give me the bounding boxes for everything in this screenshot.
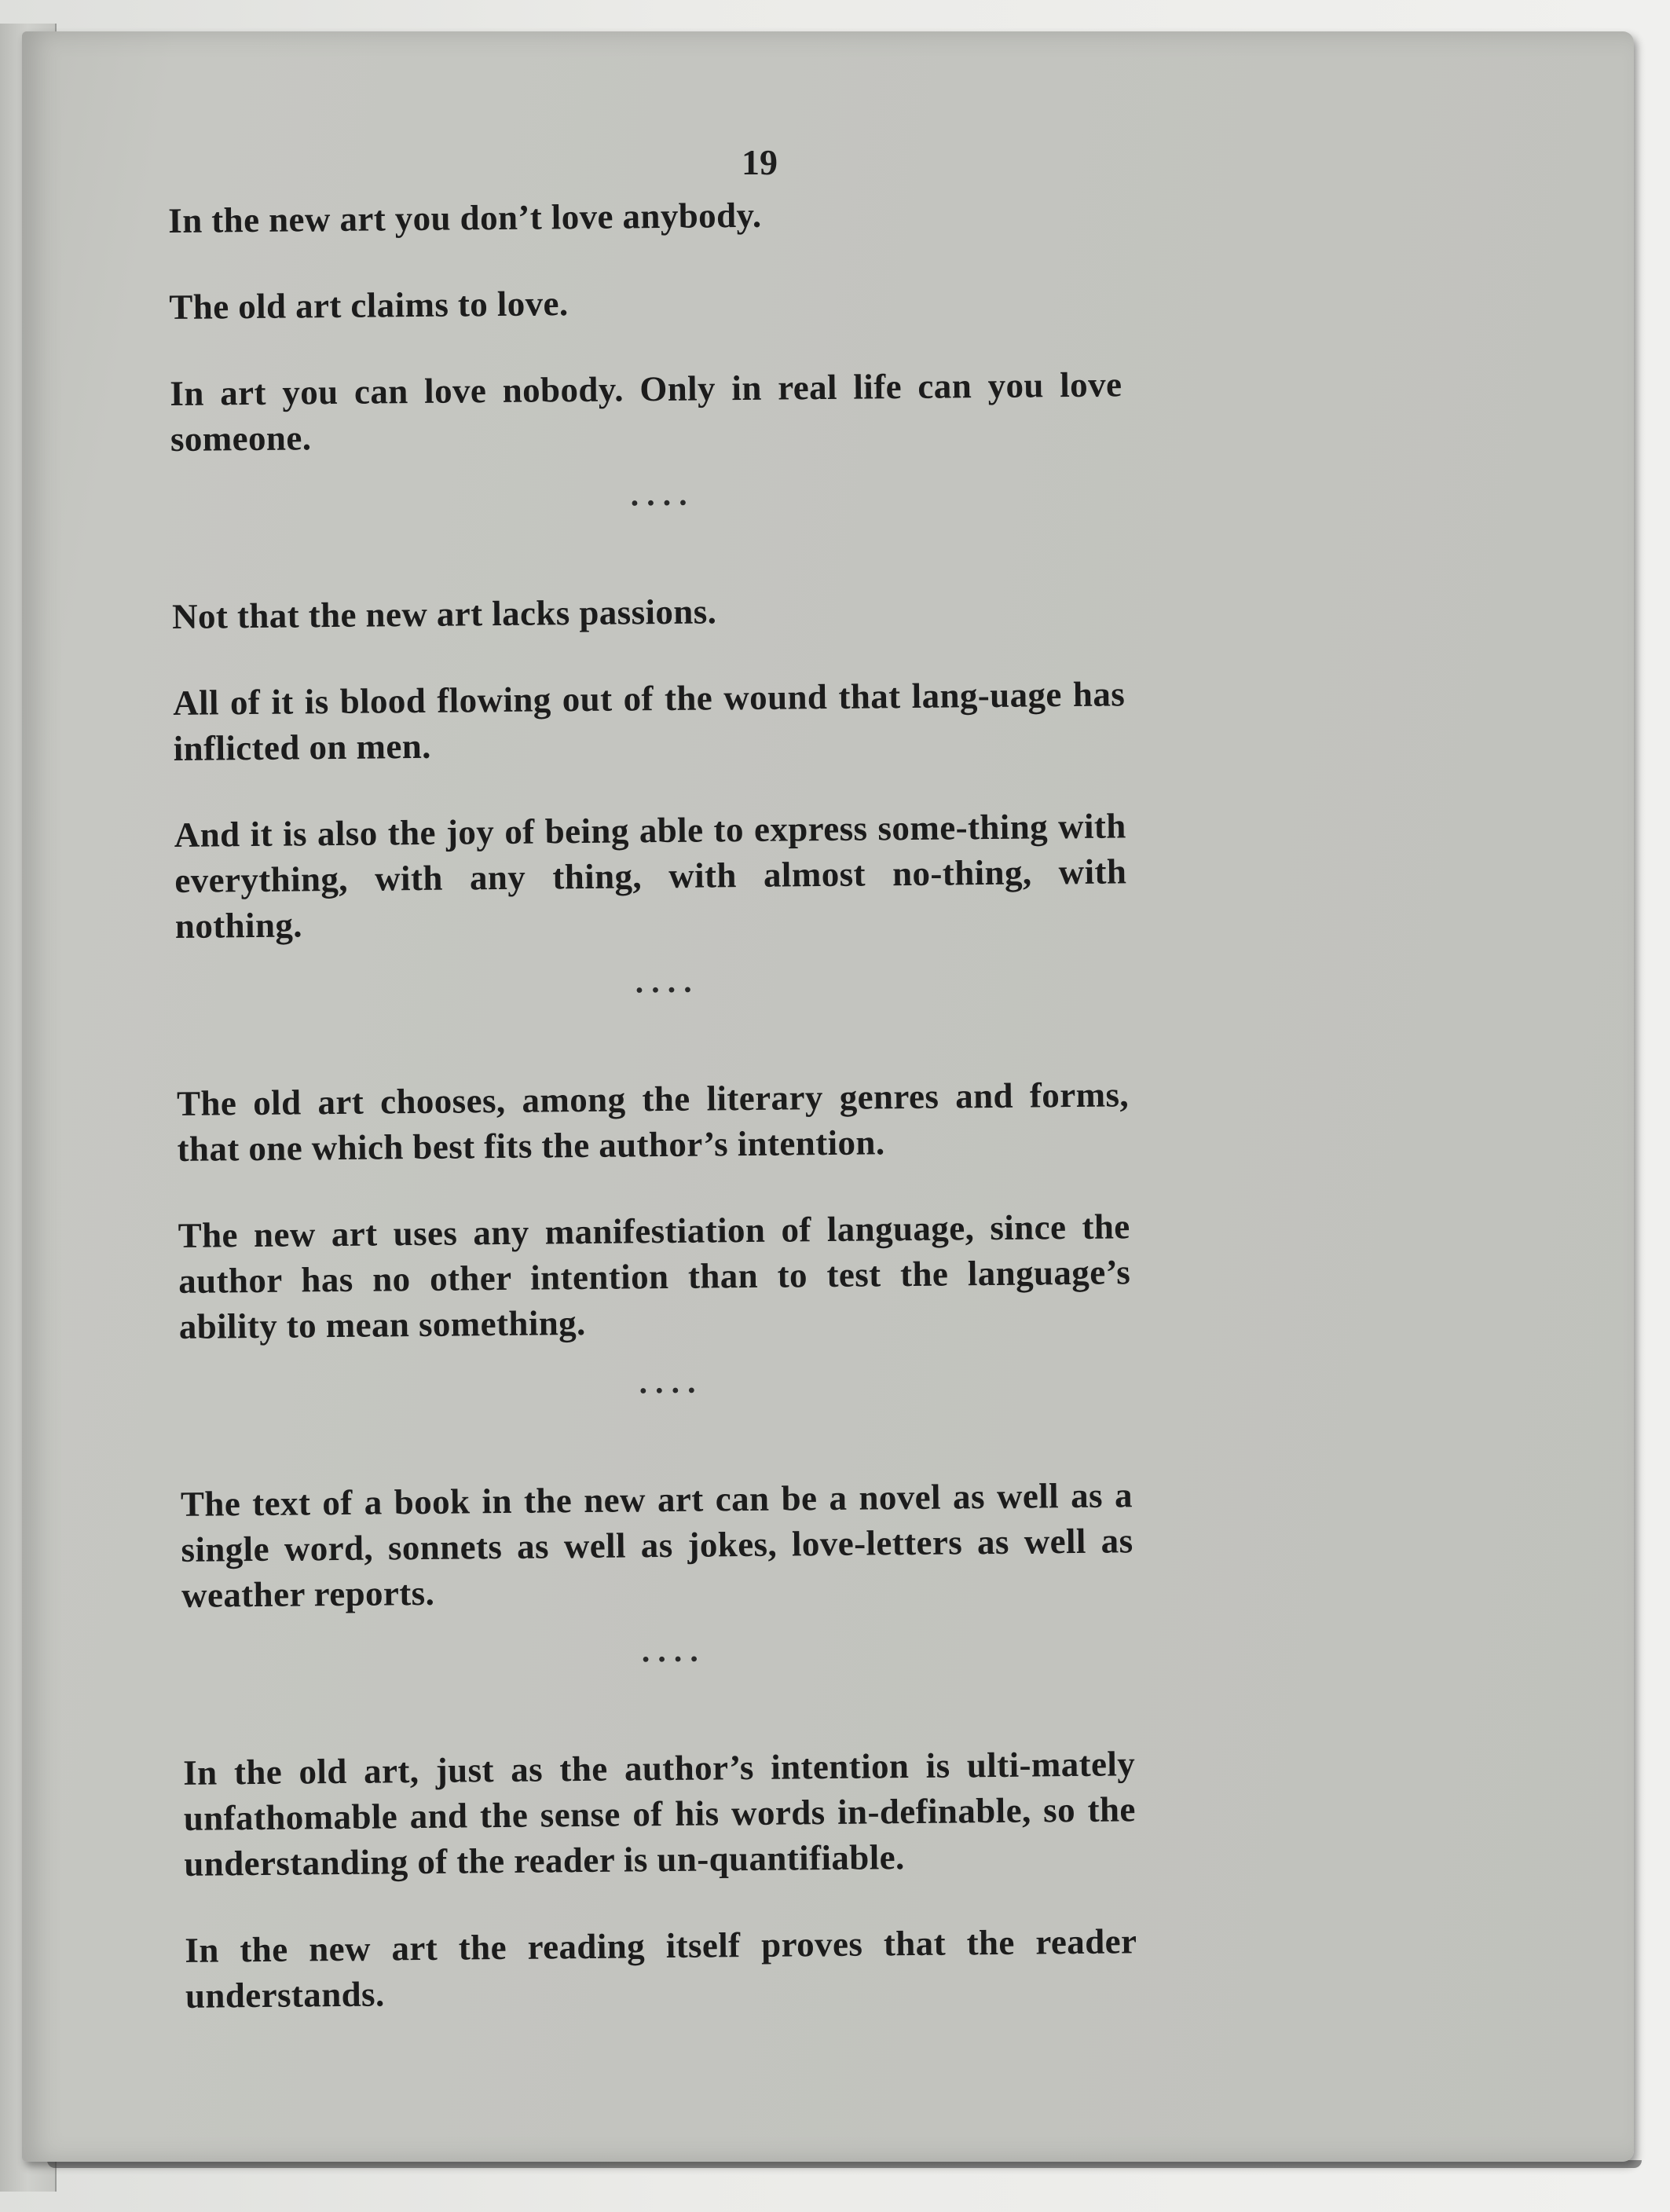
section-separator: .... — [639, 1364, 704, 1401]
paragraph: The new art uses any manifestiation of language, since the author has no other intention than to test the language’s ability to mean something. — [178, 1207, 1131, 1346]
paragraph: The old art claims to love. — [169, 284, 569, 327]
page-number: 19 — [742, 142, 778, 182]
paragraph: All of it is blood flowing out of the wound that lang-uage has inflicted on men. — [172, 674, 1126, 768]
section-separator: .... — [630, 476, 695, 514]
paragraph: In art you can love nobody. Only in real life can you love someone. — [170, 364, 1122, 459]
section-separator: .... — [635, 963, 700, 1001]
paragraph: In the new art you don’t love anybody. — [168, 195, 762, 240]
section-separator: .... — [641, 1632, 707, 1670]
paragraph: The text of a book in the new art can be a novel as well as a single word, sonnets as well as jokes, love-letters as well as weather reports. — [180, 1475, 1133, 1615]
paragraph: In the new art the reading itself proves that the reader understands. — [185, 1921, 1137, 2016]
paragraph: In the old art, just as the author’s intention is ulti-mately unfathomable and the sense of his words in-definable, so the understanding of the reader is un-quantifiable. — [183, 1744, 1136, 1884]
paragraph: And it is also the joy of being able to express some-thing with everything, with any thing, with almost no-thing, with nothing. — [174, 806, 1127, 946]
paragraph: Not that the new art lacks passions. — [171, 591, 717, 636]
paragraph: The old art chooses, among the literary genres and forms, that one which best fits the author’s intention. — [176, 1075, 1130, 1169]
page-body — [168, 189, 1138, 2060]
